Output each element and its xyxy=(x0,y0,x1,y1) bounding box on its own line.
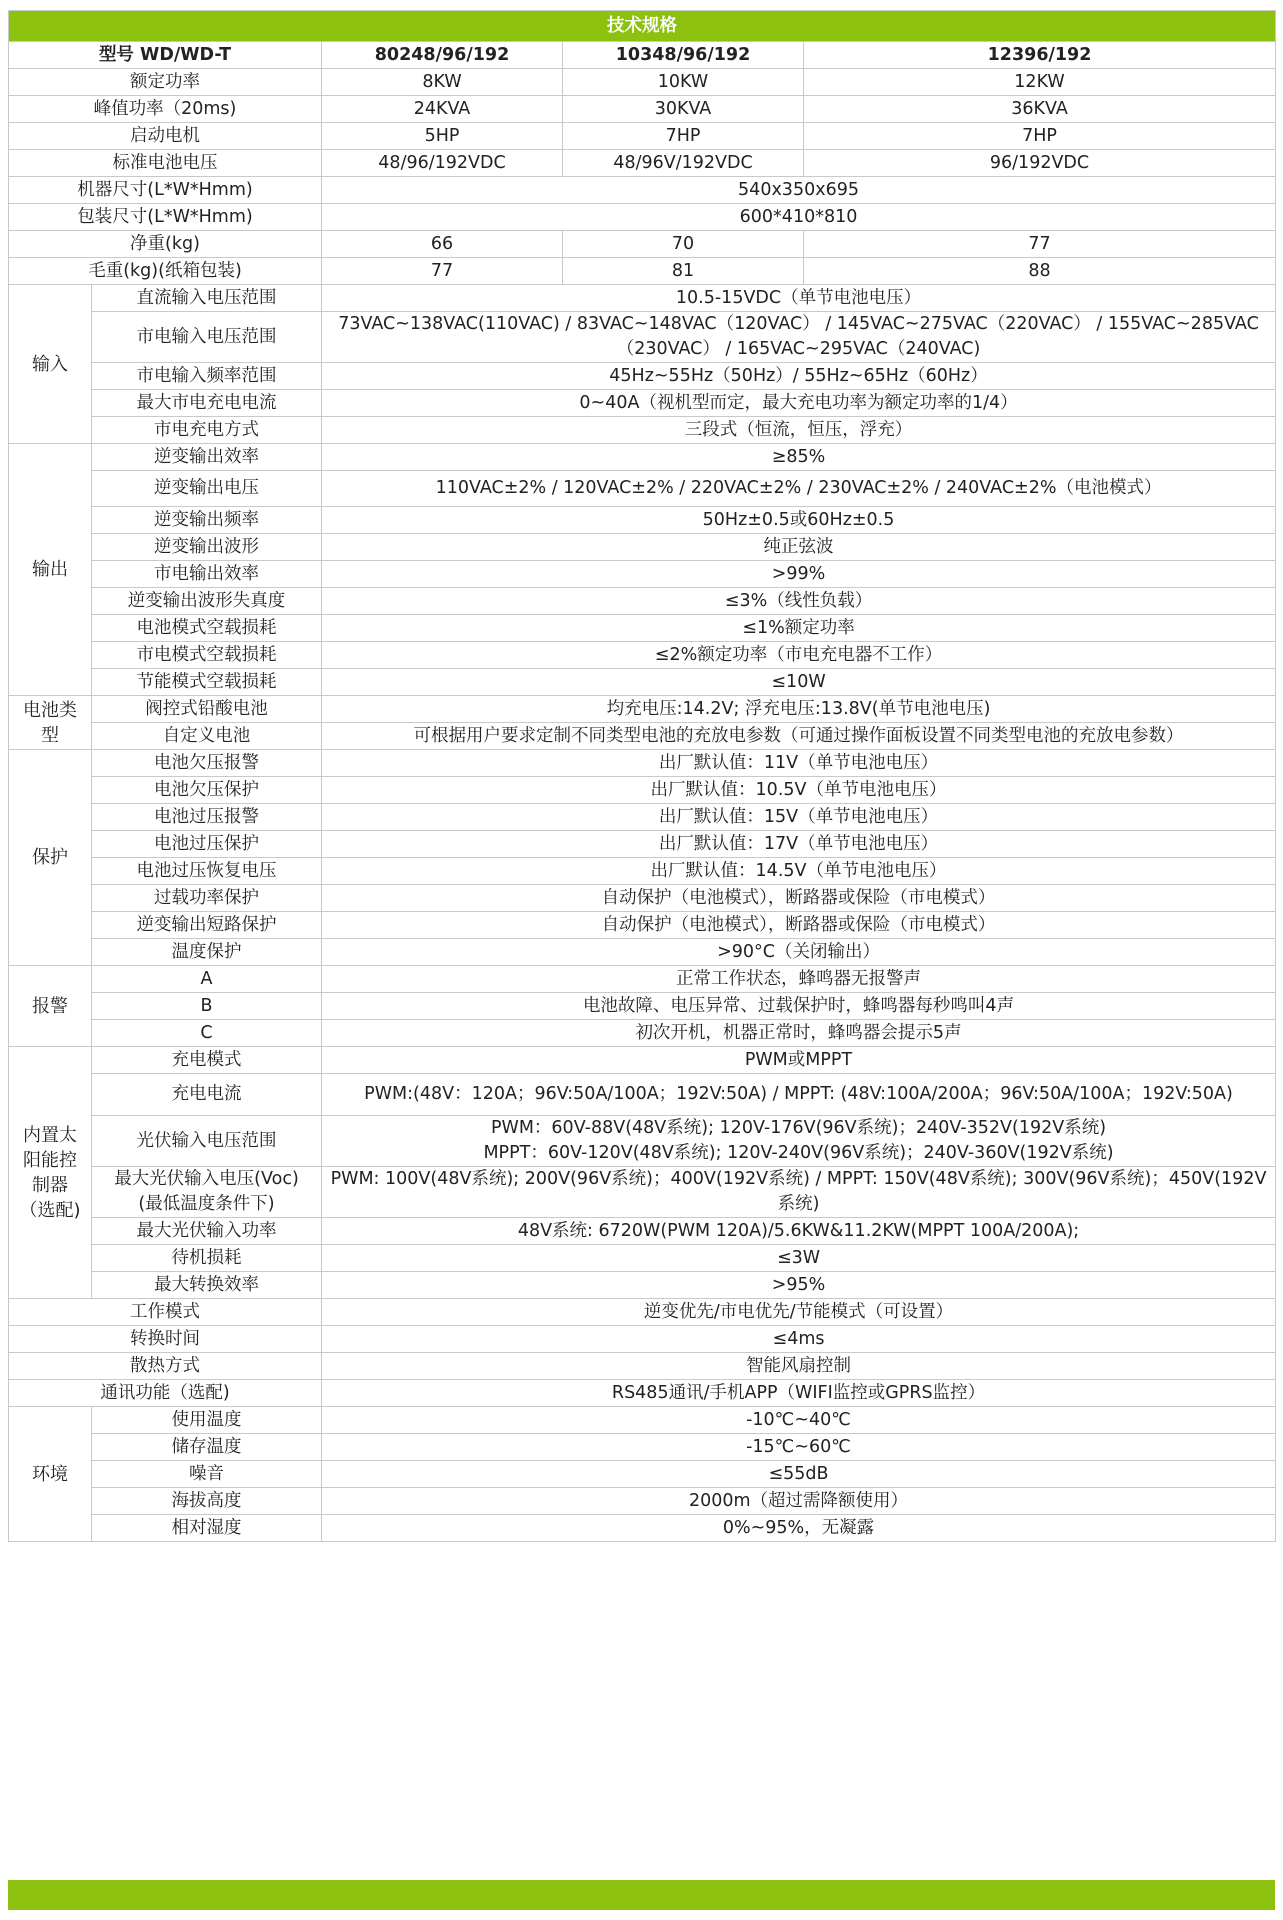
row-label xyxy=(92,1074,322,1116)
table-row xyxy=(9,723,1276,750)
row-value xyxy=(322,444,1276,471)
row-value-text: >95% xyxy=(771,1274,826,1295)
row-value: 36KVA xyxy=(804,96,1276,123)
table-row xyxy=(9,1461,1276,1488)
row-value: ≤4ms xyxy=(322,1326,1276,1353)
row-label xyxy=(92,312,322,363)
table-row xyxy=(9,1272,1276,1299)
row-label xyxy=(92,615,322,642)
row-label-text: 逆变输出效率 xyxy=(154,446,259,467)
table-row xyxy=(9,96,1276,123)
row-value-text: ≤55dB xyxy=(768,1463,829,1484)
table-row xyxy=(9,123,1276,150)
row-value-text: ≤3%（线性负载） xyxy=(724,590,873,611)
row-label xyxy=(92,939,322,966)
table-row xyxy=(9,1434,1276,1461)
row-value xyxy=(322,507,1276,534)
table-row xyxy=(9,312,1276,363)
row-value: 5HP xyxy=(322,123,563,150)
row-value: 24KVA xyxy=(322,96,563,123)
row-label xyxy=(92,1515,322,1542)
group-label: 输入 xyxy=(9,285,92,444)
row-label-text: 电池过压报警 xyxy=(154,806,259,827)
row-value: 48/96/192VDC xyxy=(322,150,563,177)
header-model-1: 80248/96/192 xyxy=(322,42,563,69)
row-value xyxy=(322,939,1276,966)
row-value xyxy=(322,669,1276,696)
row-value-text: 三段式（恒流，恒压，浮充） xyxy=(684,419,913,440)
row-value-text: PWM:(48V：120A；96V:50A/100A；192V:50A) / MPPT: (48V:100A/200A；96V:50A/100A；192V:50A) xyxy=(364,1084,1233,1104)
table-row xyxy=(9,669,1276,696)
row-value-text: 48V系统: 6720W(PWM 120A)/5.6KW&11.2KW(MPPT 100A/200A); xyxy=(517,1220,1080,1241)
table-row xyxy=(9,966,1276,993)
row-label-text: 最大转换效率 xyxy=(154,1274,259,1295)
row-value-text: 初次开机，机器正常时，蜂鸣器会提示5声 xyxy=(635,1022,962,1043)
row-label-text: 直流输入电压范围 xyxy=(136,287,277,308)
row-label xyxy=(92,471,322,507)
row-value xyxy=(322,534,1276,561)
row-value: 7HP xyxy=(563,123,804,150)
row-label xyxy=(92,561,322,588)
row-value xyxy=(322,363,1276,390)
row-label xyxy=(92,804,322,831)
row-label xyxy=(92,723,322,750)
row-value-text: PWM：60V-88V(48V系统); 120V-176V(96V系统)；240V-352V(192V系统) xyxy=(490,1118,1107,1138)
row-label xyxy=(92,777,322,804)
row-label: 峰值功率（20ms) xyxy=(9,96,322,123)
table-row xyxy=(9,258,1276,285)
row-value xyxy=(322,804,1276,831)
row-label: 工作模式 xyxy=(9,1299,322,1326)
row-value: 88 xyxy=(804,258,1276,285)
row-value xyxy=(322,858,1276,885)
footer-bar xyxy=(8,1880,1275,1910)
row-value: 66 xyxy=(322,231,563,258)
table-row xyxy=(9,615,1276,642)
row-value: 540x350x695 xyxy=(322,177,1276,204)
row-label xyxy=(92,1488,322,1515)
row-label-text: 市电输入频率范围 xyxy=(136,365,277,386)
row-value-text: 出厂默认值：11V（单节电池电压） xyxy=(658,752,939,773)
row-value: RS485通讯/手机APP（WIFI监控或GPRS监控） xyxy=(322,1380,1276,1407)
row-label xyxy=(92,363,322,390)
row-value: 8KW xyxy=(322,69,563,96)
group-label: 内置太阳能控制器（选配) xyxy=(9,1047,92,1299)
table-row xyxy=(9,750,1276,777)
row-label: 启动电机 xyxy=(9,123,322,150)
table-row xyxy=(9,1167,1276,1218)
group-label: 报警 xyxy=(9,966,92,1047)
row-value-text: 电池故障、电压异常、过载保护时，蜂鸣器每秒鸣叫4声 xyxy=(582,995,1015,1016)
row-label-text: 最大光伏输入功率 xyxy=(136,1220,277,1241)
row-value xyxy=(322,966,1276,993)
row-value xyxy=(322,993,1276,1020)
table-row xyxy=(9,588,1276,615)
row-label-text: 市电充电方式 xyxy=(154,419,259,440)
row-label xyxy=(92,588,322,615)
row-value xyxy=(322,831,1276,858)
row-value-text: ≥85% xyxy=(771,446,826,467)
header-model-2: 10348/96/192 xyxy=(563,42,804,69)
table-row xyxy=(9,1407,1276,1434)
row-label-text: 温度保护 xyxy=(171,941,242,962)
row-value: 48/96V/192VDC xyxy=(563,150,804,177)
row-label-text: 阀控式铅酸电池 xyxy=(145,698,268,719)
row-value xyxy=(322,1074,1276,1116)
row-value xyxy=(322,912,1276,939)
row-value-text-2: MPPT：60V-120V(48V系统); 120V-240V(96V系统)；240V-360V(192V系统) xyxy=(483,1143,1114,1163)
row-label-text: 逆变输出频率 xyxy=(154,509,259,530)
row-label-note: (最低温度条件下) xyxy=(138,1194,275,1214)
row-value-text: 出厂默认值：15V（单节电池电压） xyxy=(658,806,939,827)
row-value-text: PWM或MPPT xyxy=(744,1049,853,1070)
row-label xyxy=(92,885,322,912)
row-label xyxy=(92,1116,322,1167)
table-row xyxy=(9,804,1276,831)
row-label xyxy=(92,750,322,777)
row-value xyxy=(322,885,1276,912)
row-label: 散热方式 xyxy=(9,1353,322,1380)
row-label-text: 市电模式空载损耗 xyxy=(136,644,277,665)
row-value xyxy=(322,417,1276,444)
row-value xyxy=(322,1272,1276,1299)
table-row xyxy=(9,1299,1276,1326)
row-value xyxy=(322,777,1276,804)
header-model: 型号 WD/WD-T xyxy=(9,42,322,69)
row-value-text: >99% xyxy=(771,563,826,584)
row-label-text: 市电输出效率 xyxy=(154,563,259,584)
row-value xyxy=(322,390,1276,417)
table-row xyxy=(9,642,1276,669)
row-value-text: 自动保护（电池模式），断路器或保险（市电模式） xyxy=(601,887,996,908)
row-value xyxy=(322,285,1276,312)
row-value-text: 自动保护（电池模式），断路器或保险（市电模式） xyxy=(601,914,996,935)
row-label-text: 待机损耗 xyxy=(171,1247,242,1268)
row-value xyxy=(322,1461,1276,1488)
spec-table xyxy=(8,10,1276,1542)
table-row xyxy=(9,777,1276,804)
row-label xyxy=(92,285,322,312)
row-value xyxy=(322,1218,1276,1245)
row-value-text: 可根据用户要求定制不同类型电池的充放电参数（可通过操作面板设置不同类型电池的充放电参数） xyxy=(413,725,1184,746)
row-label xyxy=(92,1020,322,1047)
row-value-text: 10.5-15VDC（单节电池电压） xyxy=(675,287,922,308)
row-label-text: 逆变输出电压 xyxy=(154,478,259,498)
row-value xyxy=(322,696,1276,723)
table-row xyxy=(9,1488,1276,1515)
row-label xyxy=(92,858,322,885)
table-row xyxy=(9,285,1276,312)
table-row xyxy=(9,1074,1276,1116)
row-label xyxy=(92,1272,322,1299)
table-row xyxy=(9,69,1276,96)
table-row xyxy=(9,1245,1276,1272)
row-value-text: -15℃~60℃ xyxy=(746,1436,851,1457)
row-value: 600*410*810 xyxy=(322,204,1276,231)
table-row xyxy=(9,231,1276,258)
row-label-text: 充电模式 xyxy=(171,1049,242,1070)
row-label xyxy=(92,444,322,471)
row-value: 逆变优先/市电优先/节能模式（可设置） xyxy=(322,1299,1276,1326)
group-label: 环境 xyxy=(9,1407,92,1542)
row-label-text: 自定义电池 xyxy=(162,725,251,746)
row-value: 77 xyxy=(804,231,1276,258)
row-value-text: 纯正弦波 xyxy=(763,536,834,557)
row-value xyxy=(322,1407,1276,1434)
row-value-text: 0~40A（视机型而定，最大充电功率为额定功率的1/4） xyxy=(579,392,1018,413)
row-value-text: 50Hz±0.5或60Hz±0.5 xyxy=(702,509,895,530)
table-row xyxy=(9,939,1276,966)
group-label: 电池类型 xyxy=(9,696,92,750)
row-label: 转换时间 xyxy=(9,1326,322,1353)
row-value-text: 出厂默认值：10.5V（单节电池电压） xyxy=(650,779,947,800)
row-value-text: PWM: 100V(48V系统); 200V(96V系统)；400V(192V系统) / MPPT: 150V(48V系统); 300V(96V系统)；450V(192V系统) xyxy=(330,1169,1267,1214)
row-label xyxy=(92,1167,322,1218)
row-value xyxy=(322,1515,1276,1542)
table-row xyxy=(9,912,1276,939)
row-label xyxy=(92,390,322,417)
row-label-text: 电池欠压保护 xyxy=(154,779,259,800)
row-value-text: ≤10W xyxy=(771,671,826,692)
row-label-text: 光伏输入电压范围 xyxy=(136,1130,277,1151)
table-row xyxy=(9,858,1276,885)
row-label: 通讯功能（选配) xyxy=(9,1380,322,1407)
row-value-text: 2000m（超过需降额使用） xyxy=(688,1490,909,1511)
row-label-text: 使用温度 xyxy=(171,1409,242,1430)
row-value-text: ≤3W xyxy=(776,1247,821,1268)
row-label-text: A xyxy=(200,968,213,989)
row-value-text: 0%~95%，无凝露 xyxy=(722,1517,875,1538)
row-label-text: 逆变输出波形 xyxy=(154,536,259,557)
row-value xyxy=(322,615,1276,642)
row-value: 10KW xyxy=(563,69,804,96)
row-label: 包装尺寸(L*W*Hmm) xyxy=(9,204,322,231)
row-label xyxy=(92,1407,322,1434)
row-label: 毛重(kg)(纸箱包装) xyxy=(9,258,322,285)
row-value: 70 xyxy=(563,231,804,258)
row-label-text: 噪音 xyxy=(189,1463,224,1484)
row-label: 标准电池电压 xyxy=(9,150,322,177)
row-value-text: >90°C（关闭输出） xyxy=(717,941,880,962)
row-label-text: 最大市电充电电流 xyxy=(136,392,277,413)
row-label xyxy=(92,831,322,858)
group-label: 保护 xyxy=(9,750,92,966)
row-value-text: 73VAC~138VAC(110VAC) / 83VAC~148VAC（120VAC） / 145VAC~275VAC（220VAC） / 155VAC~285VAC（230VAC） / 165VAC~295VAC（240VAC) xyxy=(338,314,1259,359)
table-row xyxy=(9,1353,1276,1380)
row-label xyxy=(92,669,322,696)
row-value: 12KW xyxy=(804,69,1276,96)
row-value xyxy=(322,1434,1276,1461)
row-label-text: 电池模式空载损耗 xyxy=(136,617,277,638)
table-row xyxy=(9,363,1276,390)
row-label-text: 电池欠压报警 xyxy=(154,752,259,773)
table-row xyxy=(9,1020,1276,1047)
table-row xyxy=(9,561,1276,588)
row-value xyxy=(322,312,1276,363)
row-label-text: 电池过压恢复电压 xyxy=(136,860,277,881)
row-value-text: 均充电压:14.2V; 浮充电压:13.8V(单节电池电压) xyxy=(606,698,991,719)
table-row xyxy=(9,1116,1276,1167)
row-label xyxy=(92,696,322,723)
row-value-text: 110VAC±2% / 120VAC±2% / 220VAC±2% / 230VAC±2% / 240VAC±2%（电池模式） xyxy=(435,478,1162,498)
row-value xyxy=(322,1245,1276,1272)
row-value-text: 正常工作状态，蜂鸣器无报警声 xyxy=(676,968,922,989)
row-value xyxy=(322,561,1276,588)
row-label-text: B xyxy=(200,995,213,1016)
table-row xyxy=(9,507,1276,534)
row-value xyxy=(322,1488,1276,1515)
row-label xyxy=(92,1218,322,1245)
row-label-text: 最大光伏输入电压(Voc) xyxy=(114,1169,299,1189)
table-row xyxy=(9,993,1276,1020)
row-label-text: 逆变输出波形失真度 xyxy=(127,590,286,611)
row-value-text: -10℃~40℃ xyxy=(746,1409,851,1430)
row-value xyxy=(322,1047,1276,1074)
row-label-text: C xyxy=(200,1022,213,1043)
table-row xyxy=(9,1047,1276,1074)
row-value: 7HP xyxy=(804,123,1276,150)
header-model-3: 12396/192 xyxy=(804,42,1276,69)
table-row xyxy=(9,885,1276,912)
row-label: 额定功率 xyxy=(9,69,322,96)
row-label xyxy=(92,966,322,993)
row-label xyxy=(92,1047,322,1074)
row-value: 96/192VDC xyxy=(804,150,1276,177)
row-value: 智能风扇控制 xyxy=(322,1353,1276,1380)
table-row xyxy=(9,696,1276,723)
row-value xyxy=(322,588,1276,615)
table-row xyxy=(9,534,1276,561)
row-label xyxy=(92,993,322,1020)
table-row xyxy=(9,444,1276,471)
row-value-text: ≤1%额定功率 xyxy=(742,617,855,638)
row-label-text: 储存温度 xyxy=(171,1436,242,1457)
row-value xyxy=(322,750,1276,777)
spec-sheet xyxy=(8,10,1275,1542)
row-label xyxy=(92,1461,322,1488)
row-label xyxy=(92,1434,322,1461)
row-value xyxy=(322,1020,1276,1047)
row-label-text: 充电电流 xyxy=(171,1084,242,1104)
row-label xyxy=(92,1245,322,1272)
row-value xyxy=(322,723,1276,750)
row-label-text: 电池过压保护 xyxy=(154,833,259,854)
row-value: 81 xyxy=(563,258,804,285)
table-row xyxy=(9,1218,1276,1245)
row-value-text: 出厂默认值：14.5V（单节电池电压） xyxy=(650,860,947,881)
row-value-text: ≤2%额定功率（市电充电器不工作） xyxy=(654,644,943,665)
row-label-text: 市电输入电压范围 xyxy=(136,326,277,347)
row-label: 机器尺寸(L*W*Hmm) xyxy=(9,177,322,204)
row-label xyxy=(92,507,322,534)
row-value: 77 xyxy=(322,258,563,285)
table-row xyxy=(9,1326,1276,1353)
row-value-text: 45Hz~55Hz（50Hz）/ 55Hz~65Hz（60Hz） xyxy=(609,365,988,386)
row-label-text: 过载功率保护 xyxy=(154,887,259,908)
table-title: 技术规格 xyxy=(9,11,1276,42)
row-value xyxy=(322,1167,1276,1218)
row-label xyxy=(92,417,322,444)
table-row xyxy=(9,150,1276,177)
row-label xyxy=(92,912,322,939)
row-label-text: 海拔高度 xyxy=(171,1490,242,1511)
table-row xyxy=(9,1515,1276,1542)
table-row xyxy=(9,390,1276,417)
group-label: 输出 xyxy=(9,444,92,696)
row-value xyxy=(322,642,1276,669)
row-label xyxy=(92,642,322,669)
row-label: 净重(kg) xyxy=(9,231,322,258)
row-label-text: 逆变输出短路保护 xyxy=(136,914,277,935)
row-label-text: 节能模式空载损耗 xyxy=(136,671,277,692)
row-value: 30KVA xyxy=(563,96,804,123)
table-row xyxy=(9,204,1276,231)
row-value xyxy=(322,1116,1276,1167)
table-row xyxy=(9,1380,1276,1407)
table-row xyxy=(9,831,1276,858)
row-label xyxy=(92,534,322,561)
table-row xyxy=(9,177,1276,204)
row-value xyxy=(322,471,1276,507)
table-row xyxy=(9,417,1276,444)
table-row xyxy=(9,471,1276,507)
row-value-text: 出厂默认值：17V（单节电池电压） xyxy=(658,833,939,854)
row-label-text: 相对湿度 xyxy=(171,1517,242,1538)
